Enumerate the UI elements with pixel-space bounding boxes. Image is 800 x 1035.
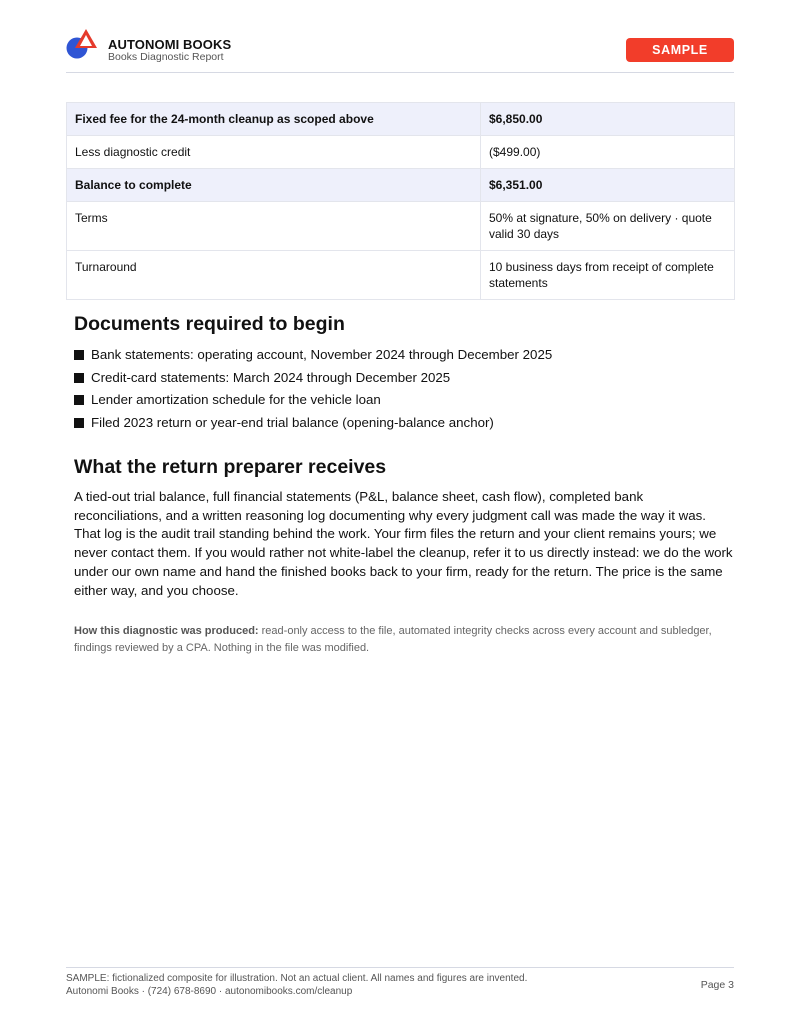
return-preparer-body: A tied-out trial balance, full financial statements (P&L, balance sheet, cash flow), completed bank reconciliations, and a written reasoning log documenting why every judgment call was made the way it was. That log is the audit trail standing behind the work. Your firm files the return and your client remains yours; we never contact them. If you would rather not white-label the cleanup, refer it to us directly instead: we do the work under our own name and hand the finished books back to your firm, ready for the return. The price is the same either way, and you choose. xyxy=(74,489,733,598)
row-value: ($499.00) xyxy=(481,136,735,169)
list-item xyxy=(74,368,552,391)
footer-contact: Autonomi Books · (724) 678-8690 · autonomibooks.com/cleanup xyxy=(66,986,353,997)
row-label: Fixed fee for the 24-month cleanup as scoped above xyxy=(67,103,481,136)
documents-list xyxy=(74,345,552,436)
production-note-label: How this diagnostic was produced: xyxy=(74,625,259,637)
autonomi-logo-icon xyxy=(66,28,98,60)
list-item-text: Lender amortization schedule for the vehicle loan xyxy=(91,392,381,408)
bullet-square-icon xyxy=(74,418,84,428)
row-value: $6,850.00 xyxy=(481,103,735,136)
list-item xyxy=(74,413,552,436)
bullet-square-icon xyxy=(74,373,84,383)
footer-divider xyxy=(66,967,734,968)
return-preparer-heading: What the return preparer receives xyxy=(74,456,387,478)
row-label: Balance to complete xyxy=(67,169,481,202)
sample-badge: SAMPLE xyxy=(626,38,734,62)
table-row-turnaround xyxy=(67,251,735,300)
table-row-fixed-fee xyxy=(67,103,735,136)
production-note-text: read-only access to the file, automated integrity checks across every account and subledger, findings reviewed by a CPA. Nothing in the file was modified. xyxy=(74,625,712,654)
header-divider xyxy=(66,72,734,73)
bullet-square-icon xyxy=(74,350,84,360)
report-header xyxy=(66,26,734,72)
brand-subtitle: Books Diagnostic Report xyxy=(108,51,224,63)
documents-heading: Documents required to begin xyxy=(74,313,345,335)
row-value: 50% at signature, 50% on delivery · quote valid 30 days xyxy=(481,202,735,251)
list-item-text: Credit-card statements: March 2024 through December 2025 xyxy=(91,369,451,385)
row-label: Less diagnostic credit xyxy=(67,136,481,169)
list-item xyxy=(74,345,552,368)
row-label: Turnaround xyxy=(67,251,481,300)
table-row-balance xyxy=(67,169,735,202)
row-label: Terms xyxy=(67,202,481,251)
brand-name: AUTONOMI BOOKS xyxy=(108,37,232,52)
row-value: 10 business days from receipt of complete statements xyxy=(481,251,735,300)
table-row-terms xyxy=(67,202,735,251)
footer-disclaimer: SAMPLE: fictionalized composite for illustration. Not an actual client. All names and figures are invented. xyxy=(66,973,528,984)
list-item-text: Bank statements: operating account, November 2024 through December 2025 xyxy=(91,347,553,362)
fee-table xyxy=(66,102,735,300)
page-number: Page 3 xyxy=(700,979,734,991)
list-item xyxy=(74,390,552,413)
table-row-diagnostic-credit xyxy=(67,136,735,169)
bullet-square-icon xyxy=(74,395,84,405)
production-note xyxy=(74,623,734,656)
row-value: $6,351.00 xyxy=(481,169,735,202)
list-item-text: Filed 2023 return or year-end trial balance (opening-balance anchor) xyxy=(91,415,494,431)
